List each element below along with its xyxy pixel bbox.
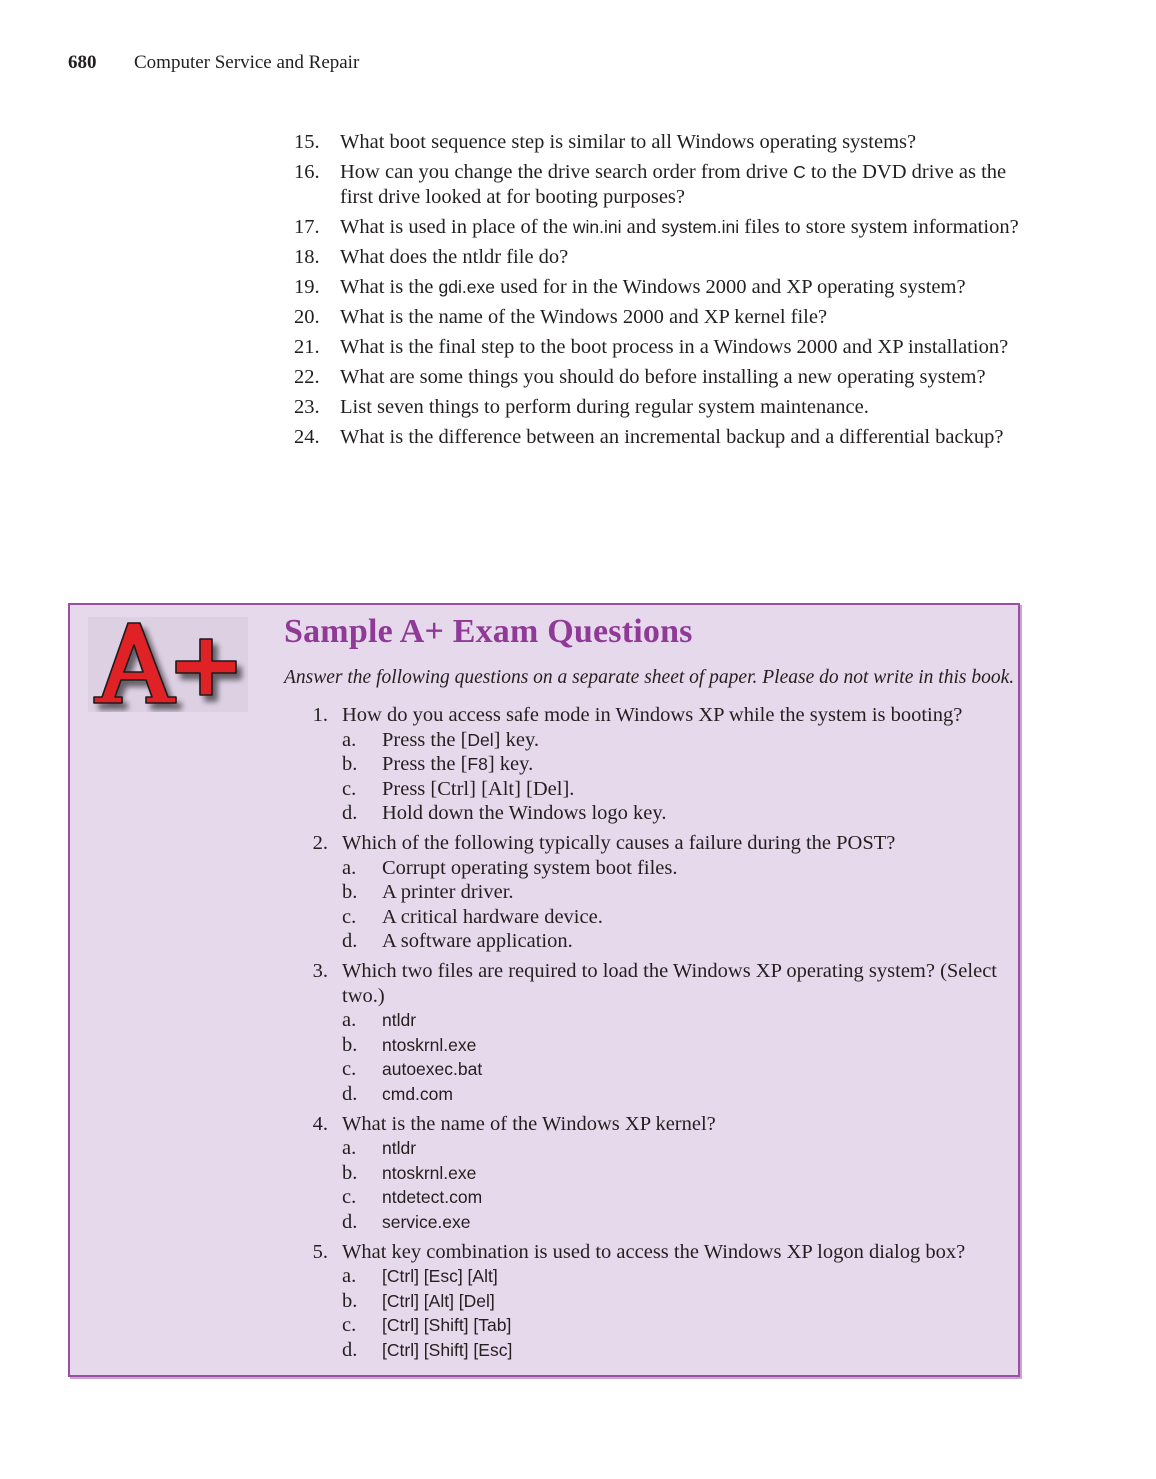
exam-question-5: 5. What key combination is used to access the Windows XP logon dialog box? a. [Ctrl] [Esc] [Alt] b. [Ctrl] [Alt] [Del] c. [Ctrl] [Shift] [Tab] d. [Ctrl] [Shift] [Esc]: [292, 1240, 1017, 1363]
review-question-17: 17. What is used in place of the win.ini and system.ini files to store system information?: [294, 215, 1019, 238]
exam-section-title: Sample A+ Exam Questions: [284, 613, 693, 650]
exam-questions-list: [292, 703, 1017, 1368]
answer-option: b. Press the [F8] key.: [342, 753, 534, 775]
answer-option: b. A printer driver.: [342, 881, 514, 903]
exam-question-1: 1. How do you access safe mode in Windows XP while the system is booting? a. Press the [Del] key. b. Press the [F8] key. c. Press [Ctrl] [Alt] [Del]. d. Hold down the Windows logo key.: [292, 703, 1017, 826]
review-question-19: 19. What is the gdi.exe used for in the Windows 2000 and XP operating system?: [294, 275, 966, 298]
sample-exam-box: [68, 603, 1020, 1377]
answer-option: a. ntldr: [342, 1137, 417, 1159]
review-question-23: 23. List seven things to perform during regular system maintenance.: [294, 395, 869, 418]
exam-instructions: Answer the following questions on a separate sheet of paper. Please do not write in this book.: [284, 667, 1015, 688]
filename: system.ini: [661, 216, 740, 237]
page-number: 680: [68, 52, 97, 73]
review-question-21: 21. What is the final step to the boot process in a Windows 2000 and XP installation?: [294, 335, 1009, 358]
answer-option: d. Hold down the Windows logo key.: [342, 802, 667, 824]
answer-option: a. ntldr: [342, 1009, 417, 1031]
answer-option: b. ntoskrnl.exe: [342, 1161, 477, 1184]
answer-option: d. [Ctrl] [Shift] [Esc]: [342, 1338, 513, 1361]
answer-option: c. ntdetect.com: [342, 1186, 483, 1208]
review-question-15: 15. What boot sequence step is similar to all Windows operating systems?: [294, 131, 917, 153]
answer-option: d. service.exe: [342, 1210, 471, 1233]
review-question-16: 16. How can you change the drive search order from drive C to the DVD drive as the first drive looked at for booting purposes?: [294, 161, 1007, 208]
a-plus-logo-icon: [88, 617, 248, 712]
review-question-22: 22. What are some things you should do before installing a new operating system?: [294, 365, 986, 388]
review-questions-list: [290, 130, 1020, 455]
filename: win.ini: [572, 216, 622, 237]
answer-option: c. Press [Ctrl] [Alt] [Del].: [342, 777, 575, 800]
review-question-24: 24. What is the difference between an incremental backup and a differential backup?: [294, 425, 1004, 448]
running-header: [68, 52, 359, 74]
review-question-18: 18. What does the ntldr file do?: [294, 245, 569, 268]
exam-question-4: 4. What is the name of the Windows XP kernel? a. ntldr b. ntoskrnl.exe c. ntdetect.com d. service.exe: [292, 1112, 1017, 1235]
drive-letter: C: [793, 162, 806, 182]
running-title: Computer Service and Repair: [134, 52, 360, 73]
answer-option: a. [Ctrl] [Esc] [Alt]: [342, 1265, 498, 1287]
answer-option: c. [Ctrl] [Shift] [Tab]: [342, 1314, 512, 1336]
review-question-20: 20. What is the name of the Windows 2000 and XP kernel file?: [294, 305, 828, 328]
answer-option: d. cmd.com: [342, 1082, 453, 1105]
filename: gdi.exe: [438, 276, 495, 297]
answer-option: b. ntoskrnl.exe: [342, 1033, 477, 1056]
answer-option: d. A software application.: [342, 930, 573, 952]
answer-option: b. [Ctrl] [Alt] [Del]: [342, 1289, 495, 1312]
exam-question-3: 3. Which two files are required to load the Windows XP operating system? (Select two.) a. ntldr b. ntoskrnl.exe c. autoexec.bat d. cmd.com: [292, 959, 1017, 1106]
exam-question-2: 2. Which of the following typically causes a failure during the POST? a. Corrupt operating system boot files. b. A printer driver. c. A critical hardware device. d. A software application.: [292, 831, 1017, 954]
answer-option: c. autoexec.bat: [342, 1058, 483, 1080]
answer-option: c. A critical hardware device.: [342, 905, 603, 928]
answer-option: a. Corrupt operating system boot files.: [342, 856, 678, 879]
answer-option: a. Press the [Del] key.: [342, 728, 540, 751]
